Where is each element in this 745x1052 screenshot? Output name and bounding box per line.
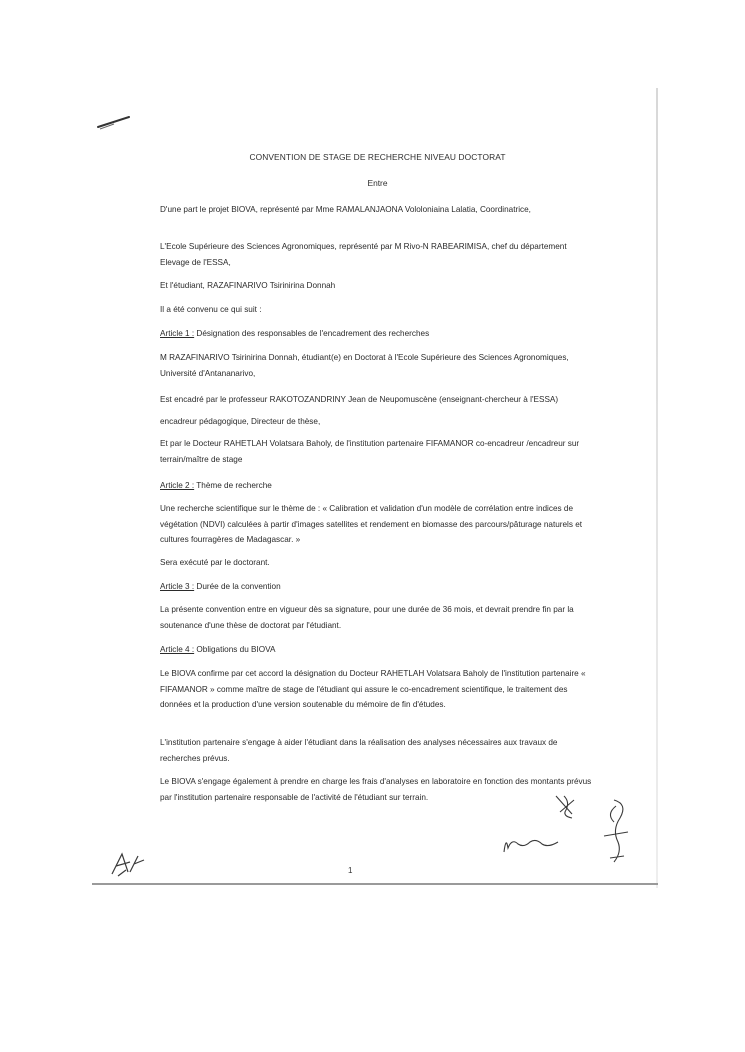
signature-initials-left-icon	[108, 850, 148, 878]
article-2-paragraph: Une recherche scientifique sur le thème de : « Calibration et validation d'un modèle de corrélation entre indices de végétation (NDVI) calculées à partir d'images satellites et rendement en biomasse des parcours/pâturage naturels et cultures fourragères de Madagascar. »	[160, 504, 583, 545]
article-1-label: Article 1 :	[160, 329, 195, 338]
article-3-title: Durée de la convention	[194, 582, 281, 591]
page-number: 1	[348, 866, 353, 875]
article-2-label: Article 2 :	[160, 481, 195, 490]
article-2-paragraph: Sera exécuté par le doctorant.	[160, 558, 270, 567]
article-4-label: Article 4 :	[160, 645, 195, 654]
article-1-paragraph: Est encadré par le professeur RAKOTOZANDRINY Jean de Neupomuscène (enseignant-chercheur à l'ESSA) encadreur pédagogique, Directeur de thèse,	[160, 395, 559, 426]
party-3: Et l'étudiant, RAZAFINARIVO Tsirinirina Donnah	[160, 281, 336, 290]
document-subtitle: Entre	[367, 178, 388, 188]
article-4-heading	[160, 642, 596, 658]
article-3-heading	[160, 579, 596, 595]
article-1-heading	[160, 326, 596, 342]
article-2-title: Thème de recherche	[194, 481, 272, 490]
signature-initials-icon	[552, 792, 580, 820]
article-4-title: Obligations du BIOVA	[194, 645, 276, 654]
signature-right-icon	[598, 796, 632, 866]
article-4-paragraph: Le BIOVA confirme par cet accord la désignation du Docteur RAHETLAH Volatsara Baholy de l'institution partenaire « FIFAMANOR » comme maître de stage de l'étudiant qui assure le co-encadrement scientifique, le traitement des données et la production d'une version soutenable du mémoire de fin d'études.	[160, 669, 586, 710]
article-4-paragraph: L'institution partenaire s'engage à aider l'étudiant dans la réalisation des analyses nécessaires aux travaux de recherches prévus.	[160, 738, 558, 763]
scan-edge-bottom	[92, 883, 658, 885]
article-1-paragraph: Et par le Docteur RAHETLAH Volatsara Baholy, de l'institution partenaire FIFAMANOR co-encadreur /encadreur sur terrain/maître de stage	[160, 439, 580, 464]
scan-edge-right	[656, 88, 658, 888]
signature-left-icon	[500, 832, 562, 854]
article-1-paragraph: M RAZAFINARIVO Tsirinirina Donnah, étudiant(e) en Doctorat à l'Ecole Supérieure des Sciences Agronomiques, Université d'Antananarivo,	[160, 353, 569, 378]
document-title: CONVENTION DE STAGE DE RECHERCHE NIVEAU DOCTORAT	[249, 152, 506, 162]
article-1-title: Désignation des responsables de l'encadrement des recherches	[194, 329, 430, 338]
party-1: D'une part le projet BIOVA, représenté par Mme RAMALANJAONA Vololoniaina Lalatia, Coordinatrice,	[160, 205, 531, 214]
article-3-paragraph: La présente convention entre en vigueur dès sa signature, pour une durée de 36 mois, et devrait prendre fin par la soutenance d'une thèse de doctorat par l'étudiant.	[160, 605, 574, 630]
article-4-paragraph: Le BIOVA s'engage également à prendre en charge les frais d'analyses en laboratoire en fonction des montants prévus par l'institution partenaire responsable de l'activité de l'étudiant sur terrain.	[160, 777, 592, 802]
article-3-label: Article 3 :	[160, 582, 195, 591]
agreed-text: Il a été convenu ce qui suit :	[160, 305, 262, 314]
article-2-heading	[160, 478, 596, 494]
scan-mark-icon	[96, 112, 132, 132]
party-2: L'Ecole Supérieure des Sciences Agronomiques, représenté par M Rivo-N RABEARIMISA, chef du département Elevage de l'ESSA,	[160, 242, 567, 267]
